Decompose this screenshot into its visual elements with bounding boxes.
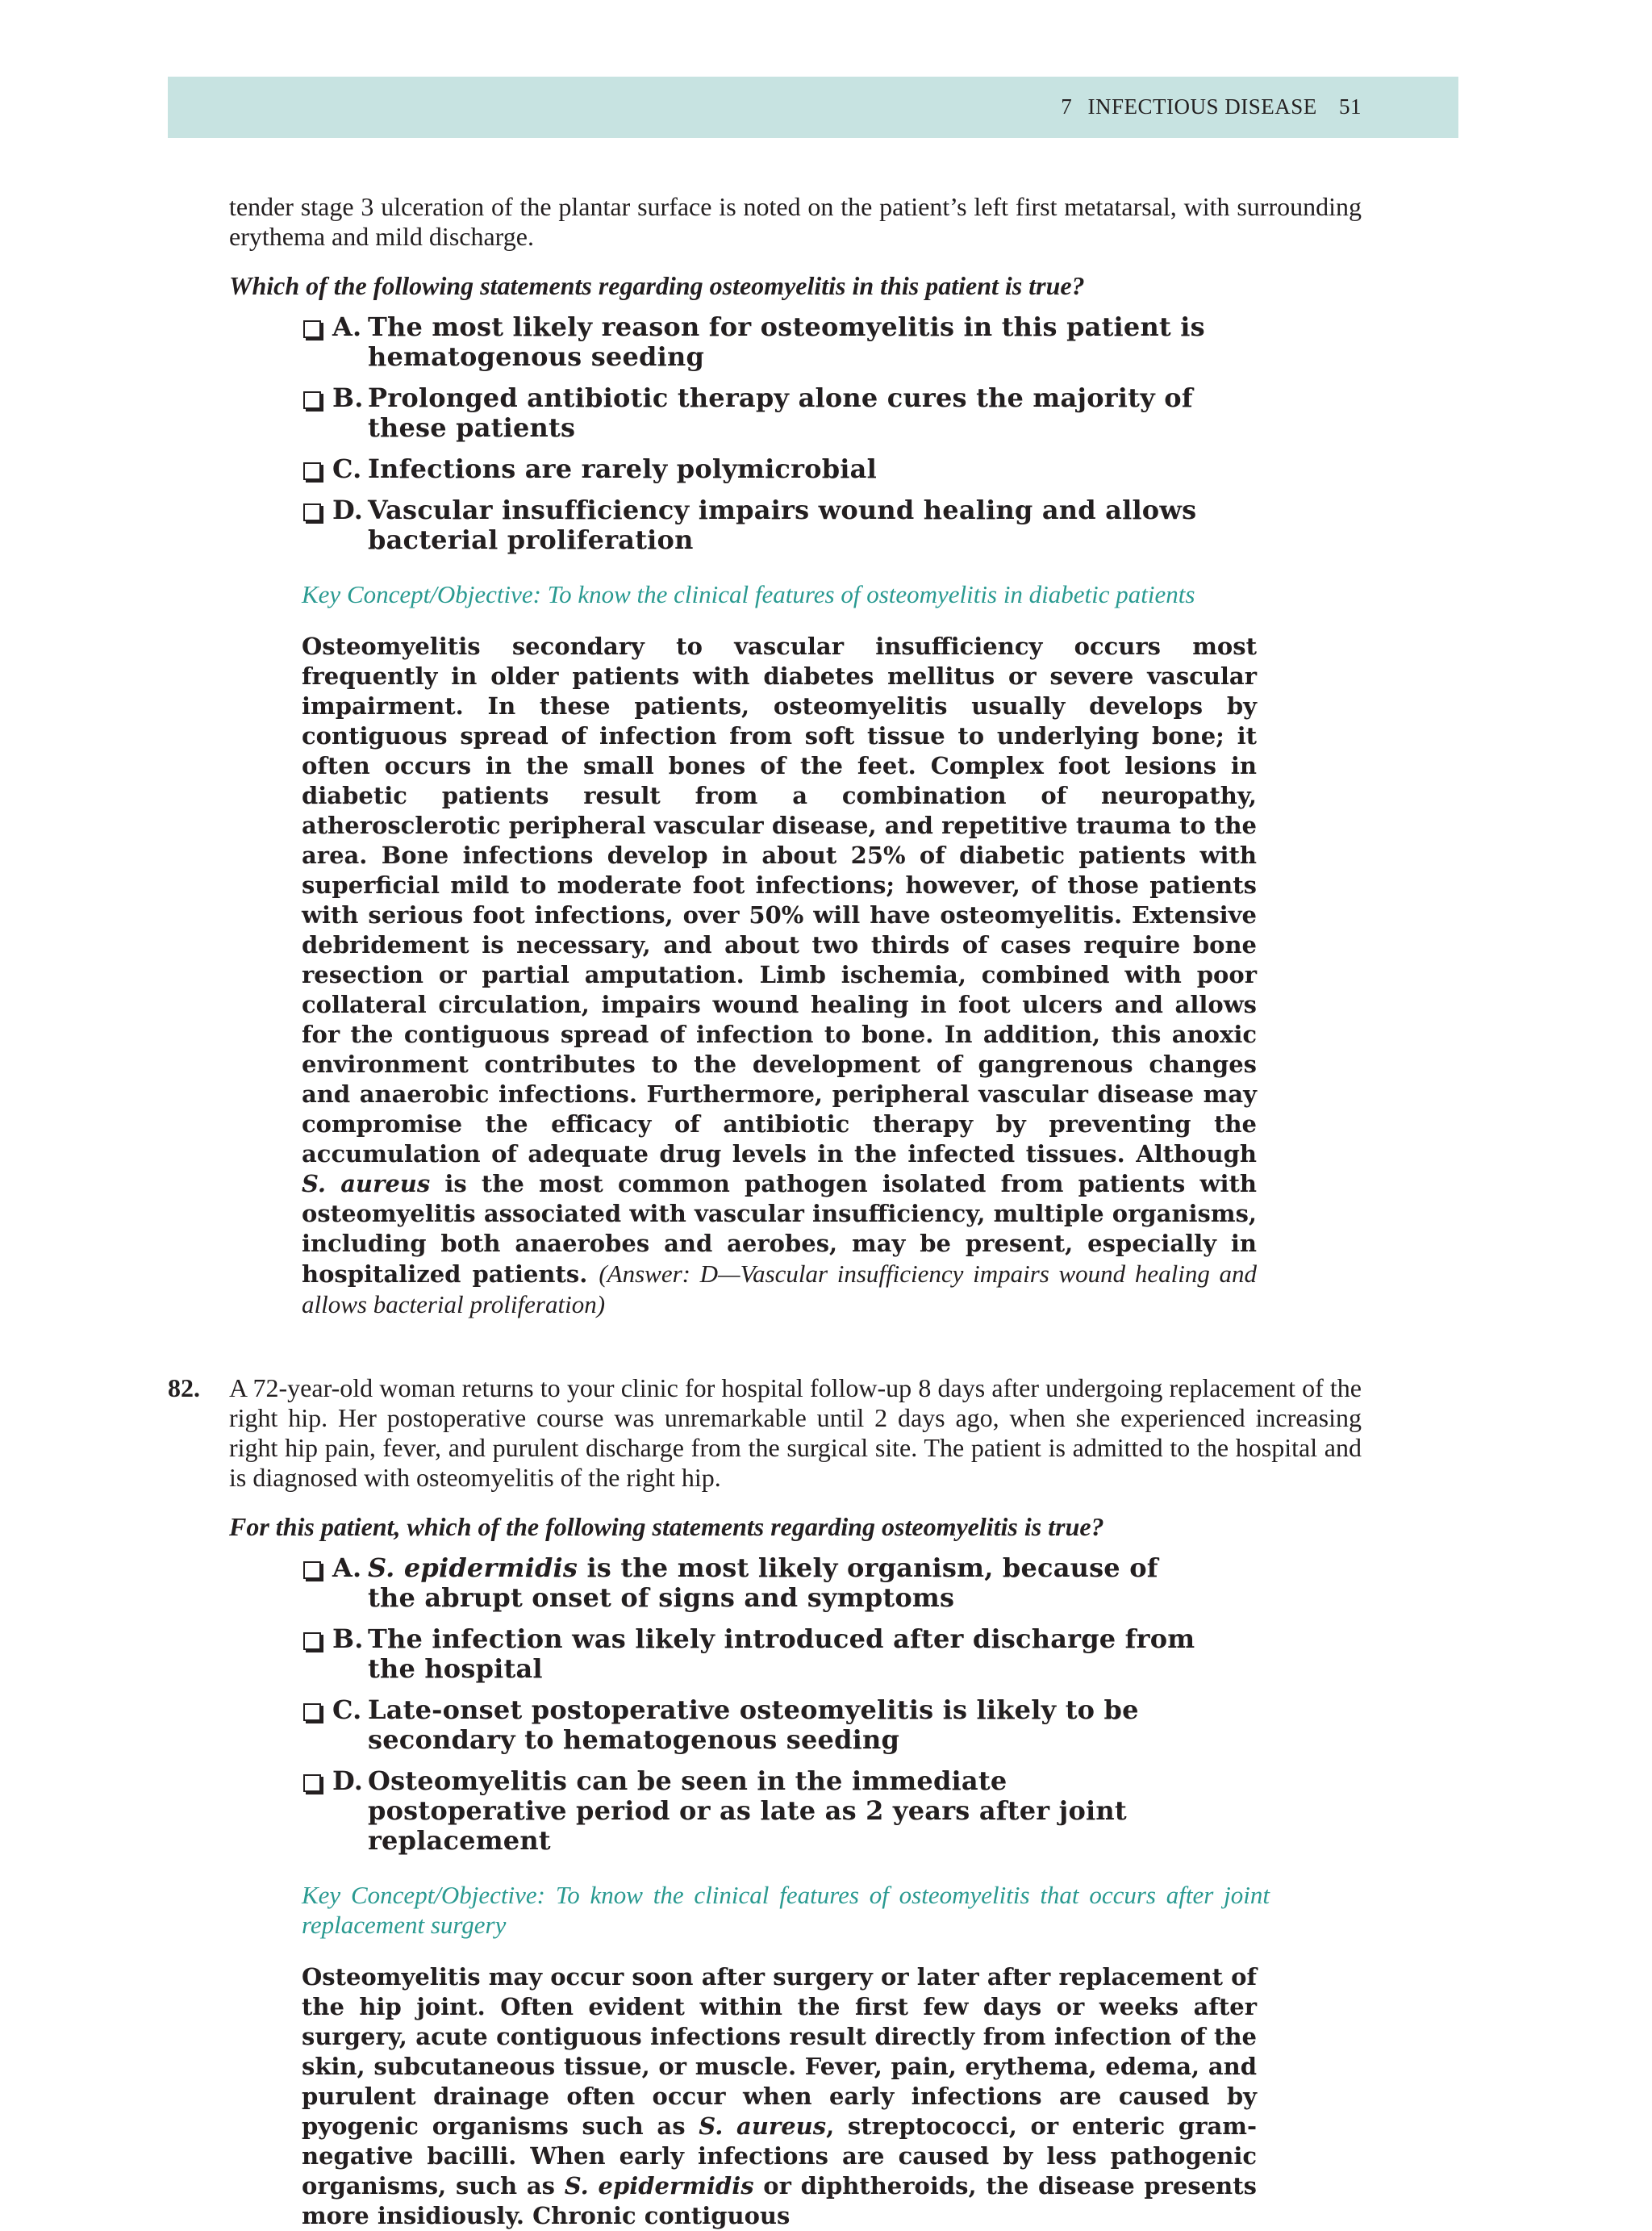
chapter-title: INFECTIOUS DISEASE [1087,94,1317,119]
q82-stem: A 72-year-old woman returns to your clinic for hospital follow-up 8 days after undergoing replacement of the right hip. Her postoperative course was unremarkable until 2 days ago, when she experienced increasing right hip pain, fever, and purulent discharge from the surgical site. The patient is admitted to the hospital and is diagnosed with osteomyelitis of the right hip. [229,1373,1362,1492]
option-letter: B. [332,382,364,413]
q81-option-d[interactable] [302,495,1213,555]
chapter-number: 7 [1061,94,1073,119]
option-text: Infections are rarely polymicrobial [368,453,877,484]
option-text-rest: is the most likely organism, because of the abrupt onset of signs and symptoms [368,1552,1158,1613]
checkbox-icon[interactable] [303,1561,321,1579]
header-text [1061,94,1362,119]
q82-options [302,1553,1213,1856]
page-number: 51 [1339,94,1362,119]
option-text [368,1553,1213,1613]
organism-name: S. aureus [699,2112,827,2140]
checkbox-icon[interactable] [303,462,321,480]
q81-stem-continuation: tender stage 3 ulceration of the plantar surface is noted on the patient’s left first metatarsal, with surrounding erythema and mild discharge. [229,192,1362,251]
checkbox-icon[interactable] [303,1703,321,1721]
option-text: The most likely reason for osteomyelitis in this patient is hematogenous seeding [368,311,1205,372]
q82-key-concept: Key Concept/Objective: To know the clinical features of osteomyelitis that occurs after joint replacement surgery [302,1881,1270,1939]
explanation-text: , streptococci, or enteric gram-negative bacilli. When early infections are caused by less pathogenic organisms, such as [302,2112,1258,2200]
q81-key-concept: Key Concept/Objective: To know the clinical features of osteomyelitis in diabetic patients [302,580,1195,608]
organism-name: S. epidermidis [368,1552,578,1583]
option-letter: A. [332,311,362,342]
option-text: Osteomyelitis can be seen in the immediate postoperative period or as late as 2 years after joint replacement [368,1765,1127,1856]
option-letter: A. [332,1552,362,1583]
q82-option-b[interactable] [302,1624,1213,1684]
explanation-text: Osteomyelitis secondary to vascular insufficiency occurs most frequently in older patients with diabetes mellitus or severe vascular impairment. In these patients, osteomyelitis usually develops by contiguous spread of infection from soft tissue to underlying bone; it often occurs in the small bones of the feet. Complex foot lesions in diabetic patients result from a combination of neuropathy, atherosclerotic peripheral vascular disease, and repetitive trauma to the area. Bone infections develop in about 25% of diabetic patients with superficial mild to moderate foot infections; however, of those patients with serious foot infections, over 50% will have osteomyelitis. Extensive debridement is necessary, and about two thirds of cases require bone resection or partial amputation. Limb ischemia, combined with poor collateral circulation, impairs wound healing in foot ulcers and allows for the contiguous spread of infection to bone. In addition, this anoxic environment contributes to the development of gangrenous changes and anaerobic infections. Furthermore, peripheral vascular disease may compromise the efficacy of antibiotic therapy by preventing the accumulation of adequate drug levels in the infected tissues. Although [302,633,1257,1168]
option-letter: D. [332,495,364,525]
explanation-text: or diphtheroids, the disease presents more insidiously. Chronic contiguous [302,2172,1257,2229]
option-letter: B. [332,1623,364,1654]
checkbox-icon[interactable] [303,391,321,409]
q82-prompt: For this patient, which of the following statements regarding osteomyelitis is true? [229,1512,1104,1541]
q81-options [302,312,1213,555]
q82-option-a[interactable] [302,1553,1213,1613]
option-text: Prolonged antibiotic therapy alone cures the majority of these patients [368,382,1193,443]
checkbox-icon[interactable] [303,503,321,521]
q81-option-b[interactable] [302,383,1213,443]
page-content [168,192,1362,2231]
q81-option-a[interactable] [302,312,1213,372]
q82-option-d[interactable] [302,1766,1213,1856]
option-text: Late-onset postoperative osteomyelitis is likely to be secondary to hematogenous seeding [368,1694,1139,1755]
option-text: Vascular insufficiency impairs wound healing and allows bacterial proliferation [368,495,1197,555]
question-number: 82. [168,1373,200,1402]
checkbox-icon[interactable] [303,320,321,338]
question-82 [168,1373,1362,2231]
checkbox-icon[interactable] [303,1774,321,1792]
q81-explanation [302,632,1257,1320]
q82-explanation [302,1962,1257,2231]
organism-name: S. aureus [302,1170,431,1197]
q82-option-c[interactable] [302,1695,1213,1755]
explanation-text: Osteomyelitis may occur soon after surgery or later after replacement of the hip joint. Often evident within the first few days or weeks after surgery, acute contiguous infections result directly from infection of the skin, subcutaneous tissue, or muscle. Fever, pain, erythema, edema, and purulent drainage often occur when early infections are caused by pyogenic organisms such as [302,1963,1257,2140]
running-header [168,77,1458,138]
q81-option-c[interactable] [302,454,1213,484]
option-text: The infection was likely introduced after discharge from the hospital [368,1623,1195,1684]
option-letter: D. [332,1765,364,1796]
option-letter: C. [332,453,362,484]
option-letter: C. [332,1694,362,1725]
organism-name: S. epidermidis [564,2172,754,2200]
q81-prompt: Which of the following statements regarding osteomyelitis in this patient is true? [229,271,1085,300]
q81-answer: (Answer: D—Vascular insufficiency impairs wound healing and allows bacterial proliferation) [302,1260,1257,1318]
checkbox-icon[interactable] [303,1632,321,1650]
explanation-text: is the most common pathogen isolated from patients with osteomyelitis associated with vascular insufficiency, multiple organisms, including both anaerobes and aerobes, may be present, especially in hospitalized patients. [302,1170,1257,1288]
